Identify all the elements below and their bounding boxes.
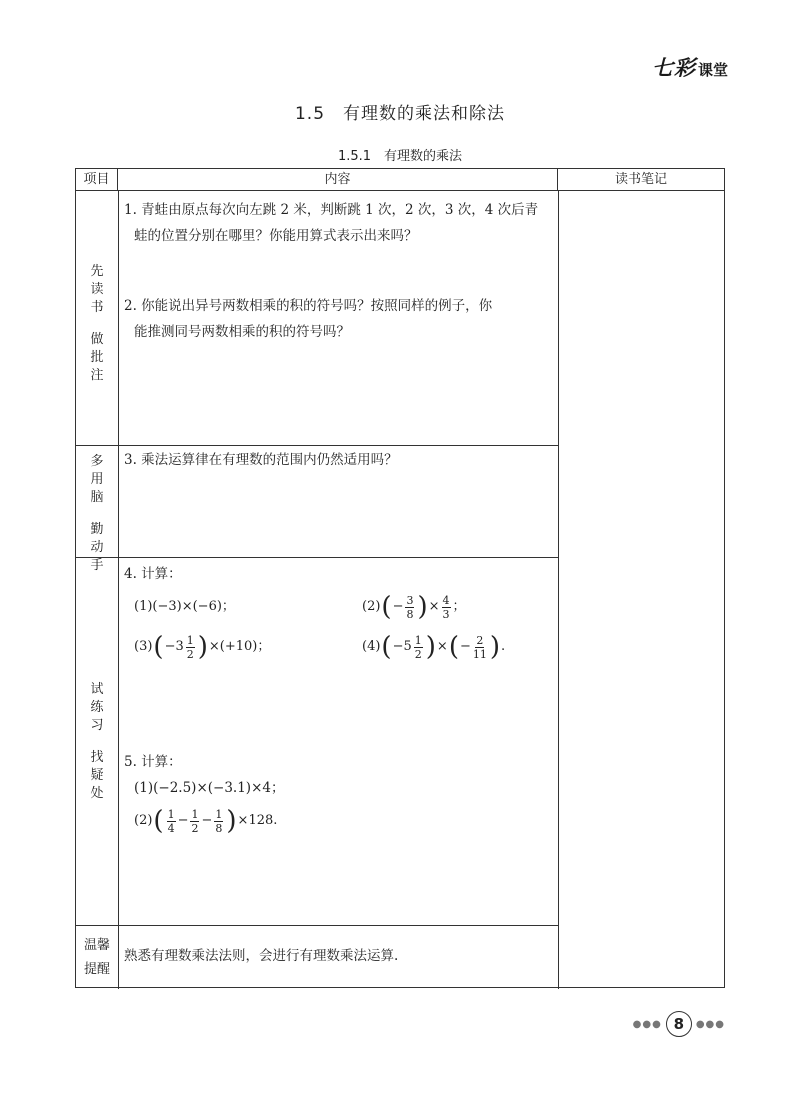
q4-2-times: × [428, 599, 440, 614]
question-4-row-2 [124, 627, 552, 667]
col-divider-2 [558, 191, 559, 989]
brand-logo [652, 52, 728, 82]
fraction [414, 634, 423, 661]
q4-part-4 [362, 634, 505, 661]
row-divider-1 [76, 445, 558, 446]
label-think-b: 勤动手 [90, 522, 104, 573]
label-practice-a: 试练习 [90, 682, 104, 733]
fraction-denominator: 8 [215, 821, 223, 835]
label-read-b: 做批注 [90, 332, 104, 383]
q4-4-end: . [501, 639, 506, 654]
paren-open: ( [153, 806, 164, 836]
paren-open: ( [448, 632, 459, 662]
fraction-numerator: 2 [476, 633, 484, 647]
fraction-numerator: 1 [186, 633, 194, 647]
row-content-tip [124, 943, 552, 969]
fraction-numerator: 4 [442, 593, 450, 607]
q4-4-whole: −5 [392, 639, 412, 654]
fraction-denominator: 2 [186, 647, 194, 661]
question-1-cont: 蛙的位置分别在哪里？你能用算式表示出来吗？ [134, 228, 418, 244]
fraction-denominator: 3 [442, 607, 450, 621]
subsection-title: 1.5.1 有理数的乘法 [337, 149, 463, 164]
fraction [167, 808, 176, 835]
question-3: 3. 乘法运算律在有理数的范围内仍然适用吗？ [124, 452, 398, 468]
header-notes: 读书笔记 [558, 169, 724, 191]
fraction-denominator: 4 [167, 821, 175, 835]
section-title: 1.5 有理数的乘法和除法 [294, 104, 506, 124]
q5-2-end: ×128. [237, 813, 278, 828]
fraction-denominator: 8 [406, 607, 414, 621]
fraction-denominator: 11 [472, 647, 487, 661]
q5-part-2 [124, 801, 552, 841]
paren-open: ( [153, 632, 164, 662]
row-content-read [124, 197, 552, 345]
fraction-numerator: 1 [414, 633, 422, 647]
header-item: 项目 [76, 169, 118, 191]
question-2: 2. 你能说出异号两数相乘的积的符号吗？按照同样的例子，你 [124, 298, 493, 314]
fraction-numerator: 3 [406, 593, 414, 607]
q4-2-sign: − [392, 599, 404, 614]
paren-close: ) [425, 632, 436, 662]
minus-sign: − [177, 813, 189, 828]
row-content-practice [124, 561, 552, 841]
brand-main: 七彩 [651, 56, 696, 80]
q4-4-prefix: (4) [362, 639, 381, 654]
fraction-numerator: 1 [191, 807, 199, 821]
label-read-a: 先读书 [90, 264, 104, 315]
q4-part-1: (1)(−3)×(−6)； [134, 599, 235, 614]
question-2-cont: 能推测同号两数相乘的积的符号吗？ [134, 324, 350, 340]
question-5-title: 5. 计算： [124, 754, 182, 770]
fraction-numerator: 1 [215, 807, 223, 821]
fraction [405, 594, 414, 621]
label-tip-b: 提醒 [83, 962, 110, 977]
q5-2-prefix: (2) [134, 813, 153, 828]
header-content: 内容 [118, 169, 558, 191]
col-divider-1 [118, 191, 119, 989]
q4-4-times: × [436, 639, 448, 654]
page-number: 8 [666, 1011, 692, 1037]
brand-sub: 课堂 [697, 61, 728, 79]
fraction [190, 808, 199, 835]
fraction [442, 594, 451, 621]
q4-3-whole: −3 [164, 639, 184, 654]
q4-part-3 [134, 634, 362, 661]
paren-close: ) [226, 806, 237, 836]
row-divider-2 [76, 557, 558, 558]
fraction-denominator: 2 [191, 821, 199, 835]
fraction-denominator: 2 [414, 647, 422, 661]
fraction [186, 634, 195, 661]
paren-close: ) [489, 632, 501, 662]
q4-part-2 [362, 594, 466, 621]
label-think-a: 多用脑 [90, 454, 104, 505]
label-tip-a: 温馨 [83, 938, 110, 953]
label-practice-b: 找疑处 [90, 750, 104, 801]
paren-close: ) [417, 592, 428, 622]
page-dots-left: ●●● [632, 1018, 662, 1030]
paren-open: ( [381, 592, 392, 622]
paren-close: ) [197, 632, 208, 662]
fraction [473, 634, 487, 661]
q4-4-sign: − [459, 639, 471, 654]
q4-3-rest: ×(+10)； [208, 639, 271, 654]
tip-text: 熟悉有理数乘法法则，会进行有理数乘法运算. [124, 948, 399, 964]
paren-open: ( [381, 632, 392, 662]
row-label-think [76, 453, 118, 575]
row-label-tip [76, 937, 118, 979]
fraction [214, 808, 223, 835]
question-1: 1. 青蛙由原点每次向左跳 2 米，判断跳 1 次，2 次，3 次，4 次后青 [124, 202, 539, 218]
row-label-read [76, 263, 118, 385]
page-number-badge [633, 1011, 725, 1037]
fraction-numerator: 1 [167, 807, 175, 821]
q4-2-end: ； [452, 599, 466, 614]
row-divider-3 [76, 925, 558, 926]
question-4-title: 4. 计算： [124, 566, 182, 582]
worksheet-table [75, 168, 725, 988]
page-dots-right: ●●● [695, 1018, 725, 1030]
question-4-row-1 [124, 587, 552, 627]
minus-sign: − [201, 813, 213, 828]
q4-3-prefix: (3) [134, 639, 153, 654]
q4-2-prefix: (2) [362, 599, 381, 614]
row-label-practice [76, 681, 118, 803]
row-content-think [124, 447, 552, 473]
q5-part-1: (1)(−2.5)×(−3.1)×4； [134, 780, 285, 796]
